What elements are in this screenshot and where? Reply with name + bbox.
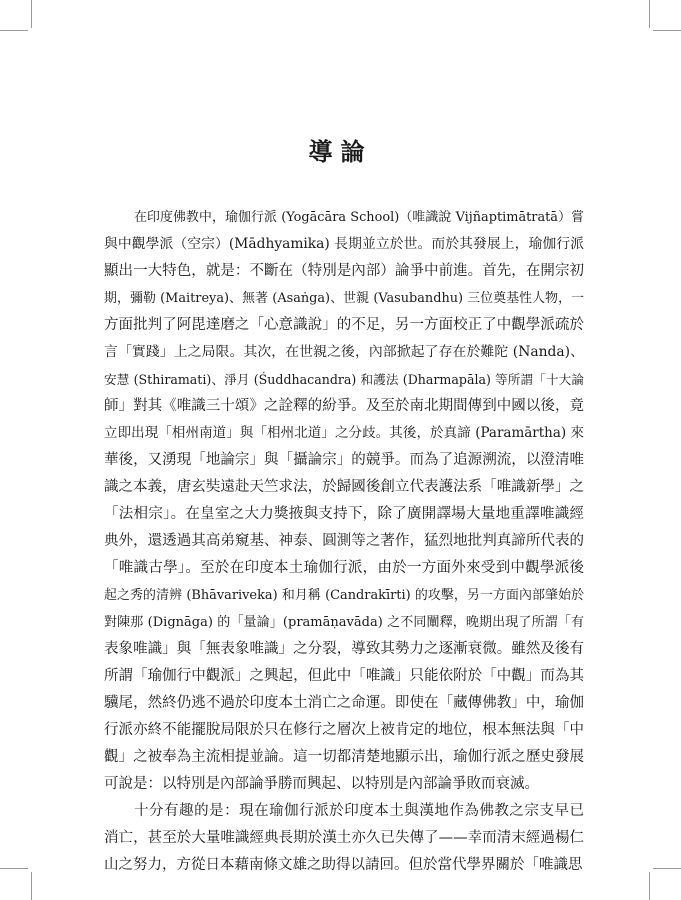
crop-mark-bottom-right-v: [649, 872, 650, 900]
text-line: 華後，又湧現「地論宗」與「攝論宗」的競爭。而為了追源溯流，以澄清唯: [104, 452, 584, 468]
text-line: 十分有趣的是：現在瑜伽行派於印度本土與漢地作為佛教之宗支早已: [134, 803, 584, 819]
text-line: 消亡，甚至於大量唯識經典長期於漢土亦久已失傳了——幸而清末經過楊仁: [104, 830, 584, 846]
text-line: 對陳那 (Dignāga) 的「量論」(pramāṇavāda) 之不同闡釋，晚期出現了所謂「有: [104, 615, 584, 630]
text-line: 表象唯識」與「無表象唯識」之分裂，導致其勢力之逐漸衰微。雖然及後有: [104, 641, 584, 657]
text-line: 識之本義，唐玄奘遠赴天竺求法，於歸國後創立代表護法系「唯識新學」之: [104, 479, 584, 495]
text-line: 可說是：以特別是內部論爭勝而興起、以特別是內部論爭敗而衰滅。: [104, 776, 539, 792]
text-line: 期，彌勒 (Maitreya)、無著 (Asaṅga)、世親 (Vasubandhu) 三位奠基性人物，一: [104, 291, 584, 306]
text-line: 立即出現「相州南道」與「相州北道」之分歧。其後，於真諦 (Paramārtha) 來: [104, 425, 584, 441]
crop-mark-top-right-v: [649, 0, 650, 28]
body-text: [104, 204, 584, 879]
crop-mark-bottom-left-h: [0, 868, 28, 869]
chapter-title: 導論: [308, 137, 373, 166]
text-line: 師」對其《唯識三十頌》之詮釋的紛爭。及至於南北期間傳到中國以後，竟: [104, 398, 584, 414]
text-line: 所謂「瑜伽行中觀派」之興起，但此中「唯識」只能依附於「中觀」而為其: [104, 668, 584, 684]
text-line: 「法相宗」。在皇室之大力獎掖與支持下，除了廣開譯場大量地重譯唯識經: [104, 506, 584, 522]
crop-mark-bottom-right-h: [653, 868, 681, 869]
text-line: 觀」之被奉為主流相提並論。這一切都清楚地顯示出，瑜伽行派之歷史發展: [104, 749, 584, 765]
text-line: 方面批判了阿毘達磨之「心意識說」的不足，另一方面校正了中觀學派疏於: [104, 317, 584, 333]
text-line: 在印度佛教中，瑜伽行派 (Yogācāra School)（唯識說 Vijñaptimātratā）嘗: [134, 210, 584, 225]
crop-mark-top-right-h: [653, 30, 681, 31]
text-line: 驥尾，然終仍逃不過於印度本土消亡之命運。即使在「藏傳佛教」中，瑜伽: [104, 695, 584, 711]
text-line: 顯出一大特色，就是：不斷在（特別是內部）論爭中前進。首先，在開宗初: [104, 263, 584, 279]
text-line: 山之努力，方從日本藉南條文雄之助得以請回。但於當代學界關於「唯識思: [104, 857, 583, 873]
text-line: 安慧 (Sthiramati)、淨月 (Śuddhacandra) 和護法 (Dharmapāla) 等所謂「十大論: [104, 372, 584, 387]
text-line: 典外，還透過其高弟窺基、神泰、圓測等之著作，猛烈地批判真諦所代表的: [104, 533, 584, 549]
text-line: 與中觀學派（空宗）(Mādhyamika) 長期並立於世。而於其發展上，瑜伽行派: [104, 236, 584, 252]
text-line: 「唯識古學」。至於在印度本土瑜伽行派，由於一方面外來受到中觀學派後: [104, 560, 584, 576]
crop-mark-bottom-left-v: [31, 872, 32, 900]
text-line: 行派亦終不能擺脫局限於只在修行之層次上被肯定的地位，根本無法與「中: [104, 722, 584, 738]
crop-mark-top-left-v: [31, 0, 32, 28]
text-line: 起之秀的清辨 (Bhāvariveka) 和月稱 (Candrakīrti) 的攻擊，另一方面內部肇始於: [104, 588, 584, 603]
text-line: 言「實踐」上之局限。其次，在世親之後，內部掀起了存在於難陀 (Nanda)、: [104, 344, 584, 360]
crop-mark-top-left-h: [0, 30, 28, 31]
